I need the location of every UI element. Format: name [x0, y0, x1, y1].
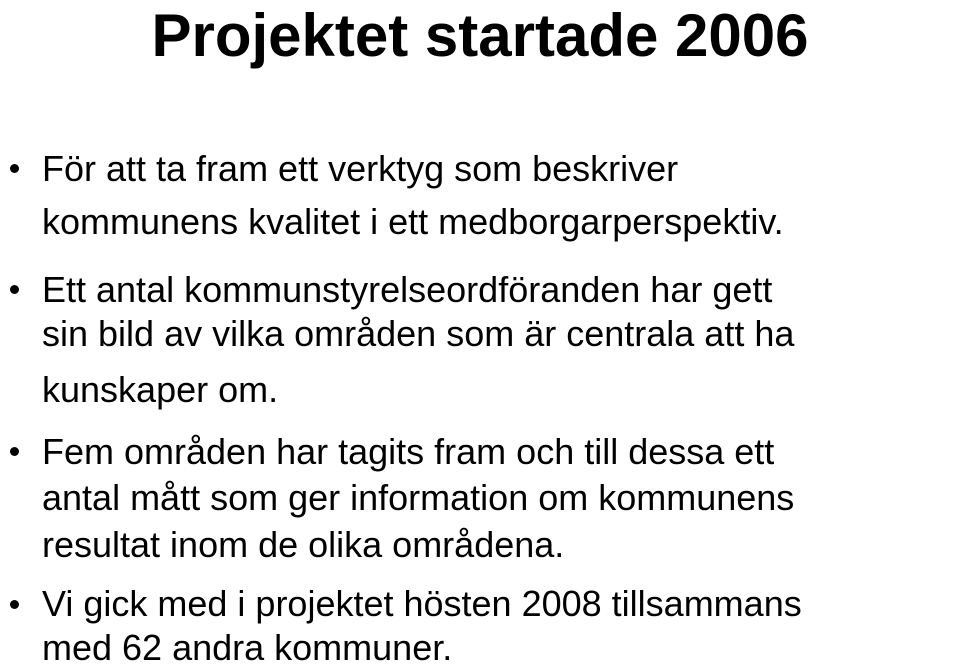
bullet-dot-icon — [10, 164, 19, 173]
bullet-text-line: kommunens kvalitet i ett medborgarperspektiv. — [42, 201, 784, 242]
bullet-text-line: Fem områden har tagits fram och till dessa ett — [42, 431, 775, 472]
bullet-text-line: antal mått som ger information om kommunens — [42, 477, 795, 518]
bullet-dot-icon — [10, 600, 19, 609]
bullet-text-line: För att ta fram ett verktyg som beskriver — [42, 148, 679, 189]
bullet-text-line: Ett antal kommunstyrelseordföranden har gett — [42, 269, 773, 310]
bullet-text-line: Vi gick med i projektet hösten 2008 tillsammans — [42, 583, 802, 624]
bullet-text-line: kunskaper om. — [42, 369, 279, 410]
bullet-text-line: sin bild av vilka områden som är centrala att ha — [42, 313, 795, 354]
bullet-dot-icon — [10, 285, 19, 294]
slide-title: Projektet startade 2006 — [151, 2, 809, 69]
bullet-text-line: med 62 andra kommuner. — [42, 627, 453, 668]
bullet-text-line: resultat inom de olika områdena. — [42, 524, 565, 565]
bullet-dot-icon — [10, 447, 19, 456]
